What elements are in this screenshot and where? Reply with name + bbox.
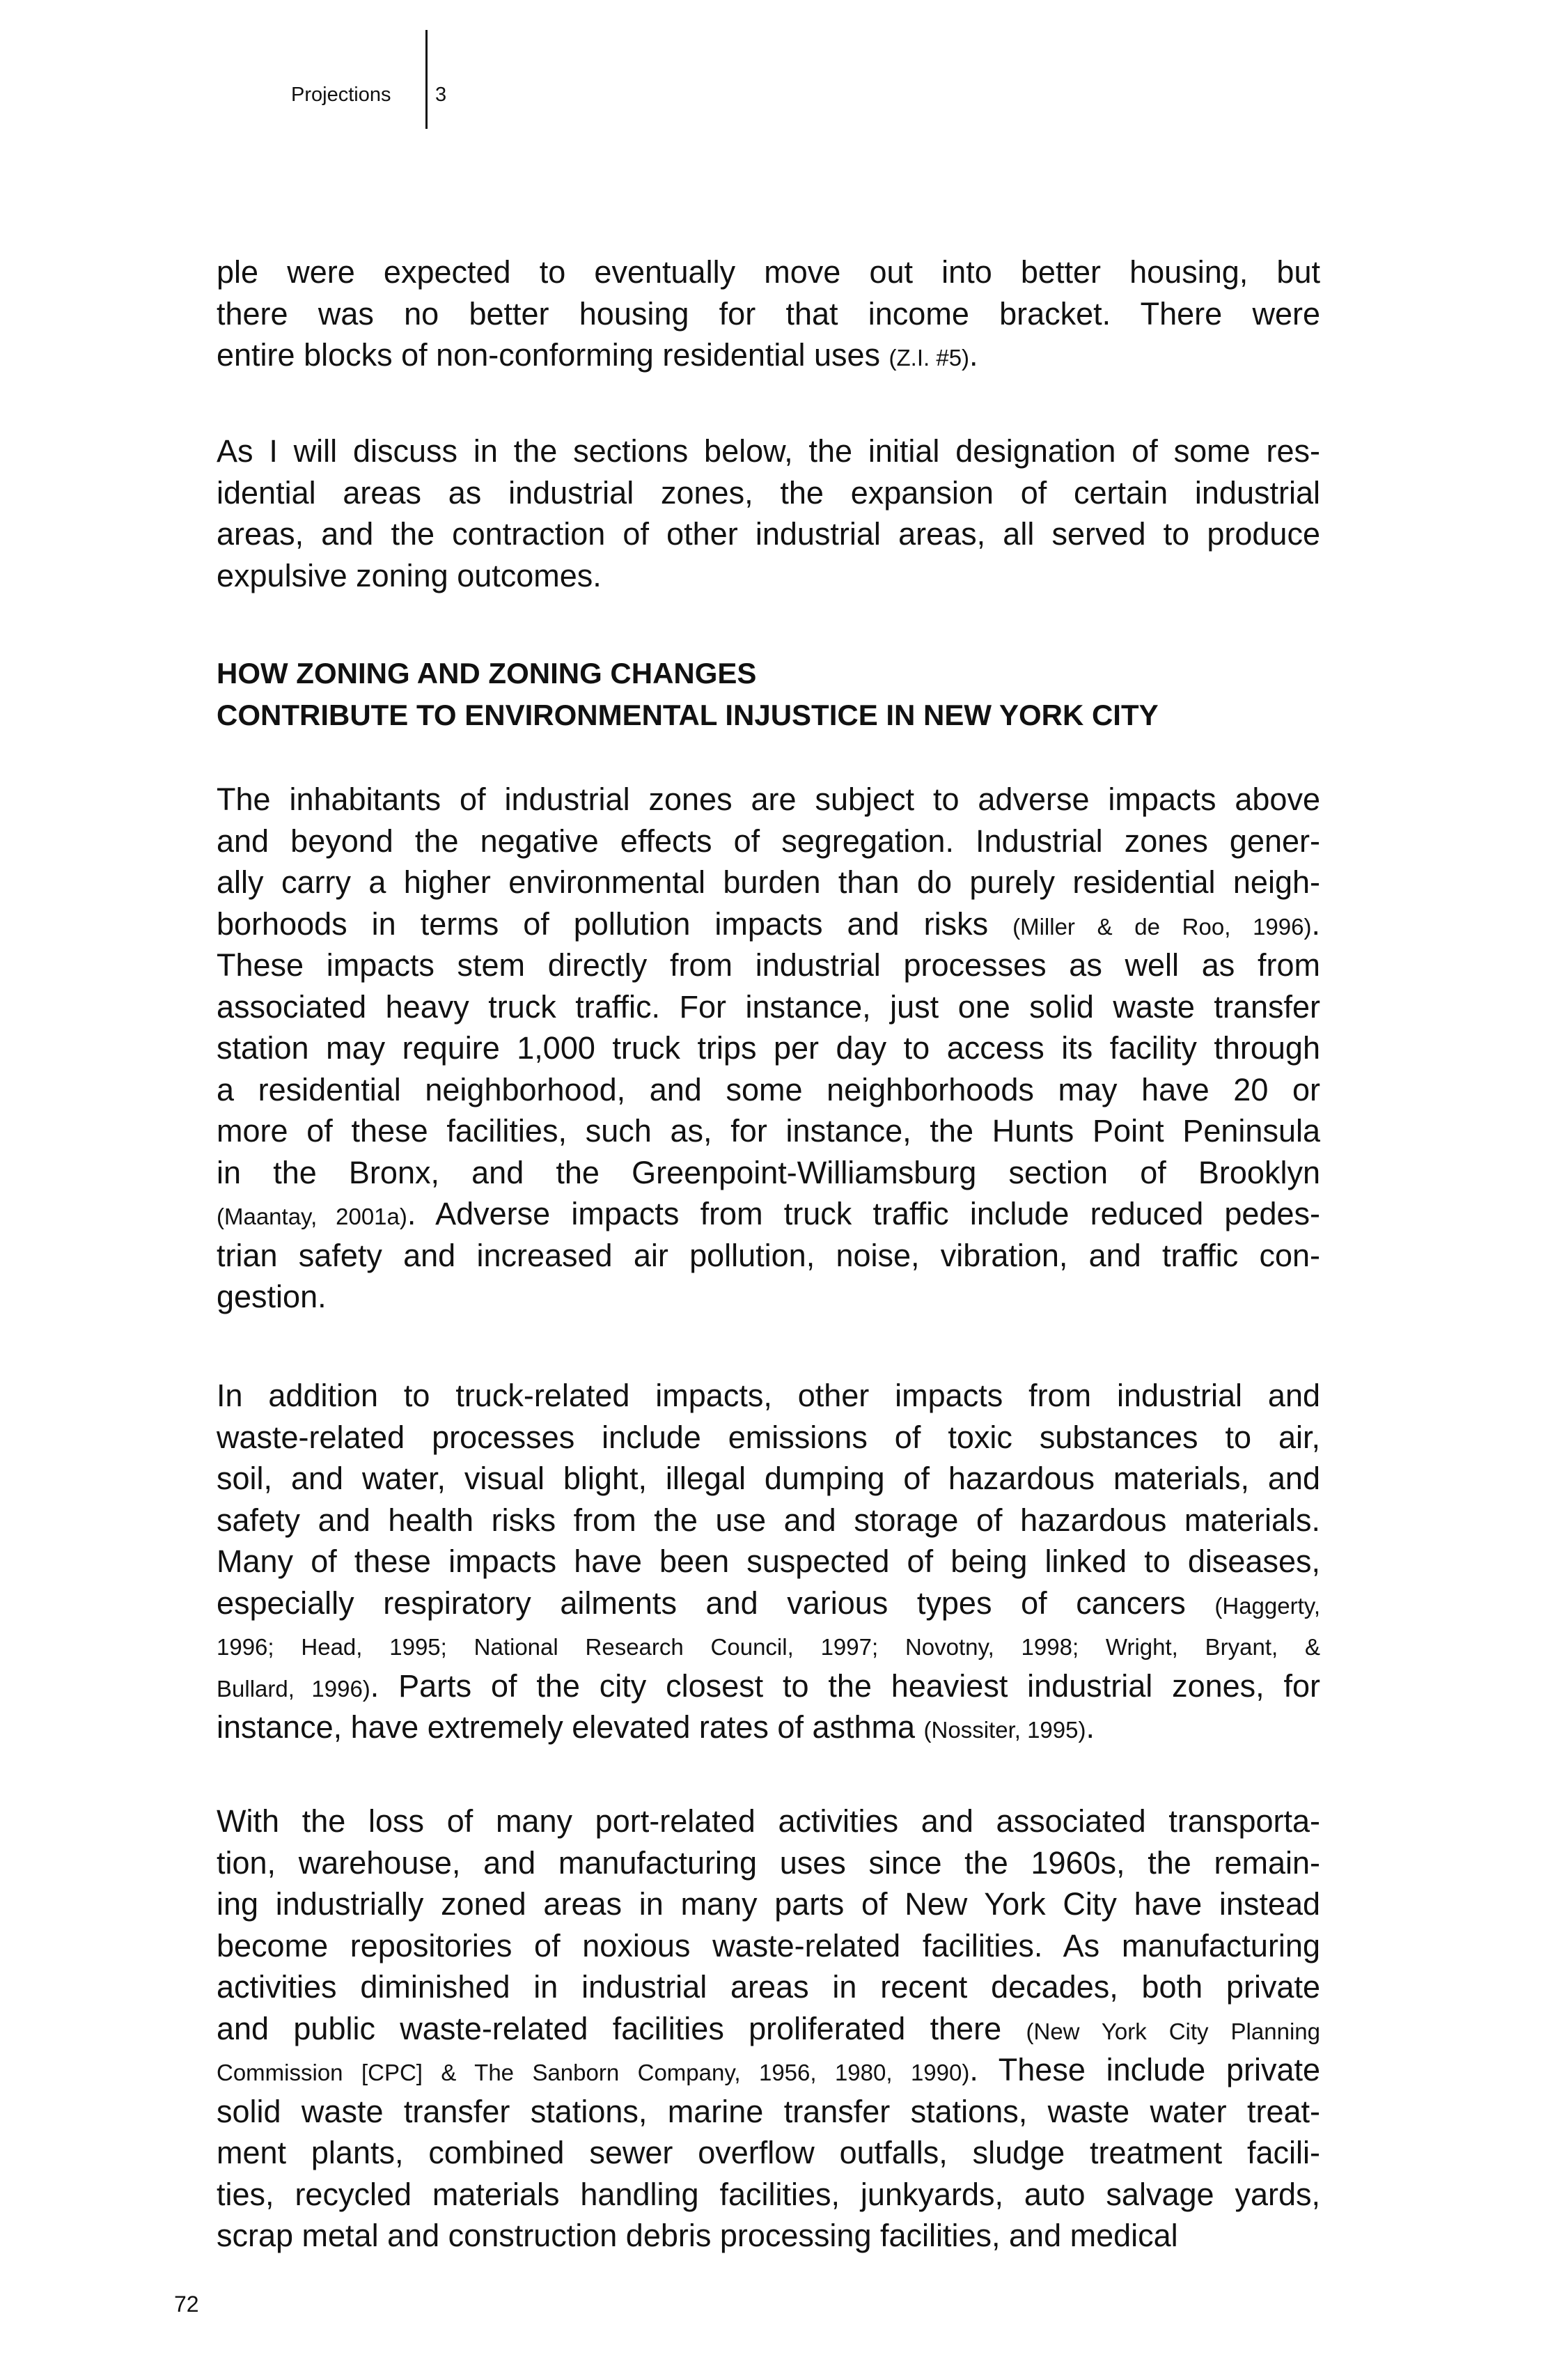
- running-title: Projections: [291, 84, 391, 106]
- text-line: [217, 779, 1320, 820]
- text-line: [217, 986, 1320, 1028]
- text-run: soil, and water, visual blight, illegal dumping of hazardous materials, and: [217, 1461, 1320, 1496]
- text-line: [217, 1842, 1320, 1884]
- paragraph: [217, 1375, 1320, 1748]
- text-run: In addition to truck-related impacts, other impacts from industrial and: [217, 1378, 1320, 1413]
- text-line: [217, 1193, 1320, 1235]
- text-line: [217, 2091, 1320, 2133]
- text-line: [217, 1883, 1320, 1925]
- text-run: With the loss of many port-related activities and associated transporta-: [217, 1803, 1320, 1839]
- text-line: [217, 472, 1320, 514]
- text-run: . Parts of the city closest to the heaviest industrial zones, for: [370, 1667, 1320, 1704]
- text-line: [217, 944, 1320, 986]
- text-line: [217, 1541, 1320, 1582]
- text-line: [217, 1417, 1320, 1459]
- text-line: [217, 555, 1320, 597]
- text-run: entire blocks of non-conforming residential uses: [217, 337, 889, 373]
- text-line: [217, 2215, 1320, 2257]
- text-run: station may require 1,000 truck trips per day to access its facility through: [217, 1030, 1320, 1066]
- text-run: there was no better housing for that income bracket. There were: [217, 295, 1320, 332]
- text-run: HOW ZONING AND ZONING CHANGES: [217, 657, 757, 690]
- text-line: [217, 430, 1320, 472]
- text-line: [217, 1152, 1320, 1194]
- text-run: trian safety and increased air pollution, noise, vibration, and traffic con-: [217, 1237, 1320, 1273]
- text-run: borhoods in terms of pollution impacts and risks: [217, 905, 1013, 942]
- text-line: [217, 1925, 1320, 1967]
- citation: (Z.I. #5): [888, 345, 970, 371]
- text-run: safety and health risks from the use and storage of hazardous materials.: [217, 1502, 1320, 1538]
- text-line: [217, 293, 1320, 335]
- text-line: [217, 2132, 1320, 2174]
- page-number: 72: [174, 2292, 199, 2317]
- paragraph: [217, 1800, 1320, 2257]
- citation: 1996; Head, 1995; National Research Council, 1997; Novotny, 1998; Wright, Bryant, &: [217, 1634, 1320, 1660]
- text-run: more of these facilities, such as, for instance, the Hunts Point Peninsula: [217, 1113, 1320, 1149]
- text-run: The inhabitants of industrial zones are subject to adverse impacts above: [217, 781, 1320, 817]
- text-run: tion, warehouse, and manufacturing uses since the 1960s, the remain-: [217, 1844, 1320, 1881]
- paragraph: [217, 430, 1320, 596]
- text-run: These impacts stem directly from industrial processes as well as from: [217, 947, 1320, 983]
- text-run: Many of these impacts have been suspected of being linked to diseases,: [217, 1543, 1320, 1579]
- text-line: [217, 2049, 1320, 2091]
- text-line: [217, 1069, 1320, 1111]
- citation: (Nossiter, 1995): [923, 1717, 1086, 1743]
- chapter-number: 3: [435, 84, 447, 106]
- text-run: .: [969, 337, 978, 373]
- text-line: [217, 1500, 1320, 1541]
- text-line: [217, 862, 1320, 903]
- citation: Commission [CPC] & The Sanborn Company, 1956, 1980, 1990): [217, 2060, 970, 2085]
- text-run: CONTRIBUTE TO ENVIRONMENTAL INJUSTICE IN NEW YORK CITY: [217, 698, 1159, 731]
- header-divider: [425, 30, 428, 129]
- text-run: activities diminished in industrial areas in recent decades, both private: [217, 1969, 1320, 2005]
- text-run: idential areas as industrial zones, the expansion of certain industrial: [217, 474, 1320, 511]
- text-run: and public waste-related facilities proliferated there: [217, 2010, 1026, 2046]
- text-line: [217, 513, 1320, 555]
- citation: (Haggerty,: [1214, 1592, 1320, 1619]
- text-line: [217, 694, 1320, 736]
- paragraph: [217, 779, 1320, 1318]
- text-run: ally carry a higher environmental burden than do purely residential neigh-: [217, 864, 1320, 900]
- text-line: [217, 1458, 1320, 1500]
- text-run: become repositories of noxious waste-related facilities. As manufacturing: [217, 1927, 1320, 1963]
- text-run: solid waste transfer stations, marine transfer stations, waste water treat-: [217, 2093, 1320, 2129]
- text-line: [217, 1624, 1320, 1665]
- text-line: [217, 1966, 1320, 2008]
- text-line: [217, 2174, 1320, 2216]
- text-run: ing industrially zoned areas in many parts of New York City have instead: [217, 1886, 1320, 1922]
- text-run: gestion.: [217, 1279, 327, 1314]
- citation: (Miller & de Roo, 1996): [1012, 913, 1312, 940]
- text-run: .: [1086, 1709, 1095, 1745]
- text-run: As I will discuss in the sections below, the initial designation of some res-: [217, 433, 1320, 469]
- text-line: [217, 1276, 1320, 1318]
- text-run: scrap metal and construction debris processing facilities, and medical: [217, 2218, 1178, 2253]
- text-line: [217, 1665, 1320, 1707]
- text-line: [217, 334, 1320, 376]
- text-line: [217, 1582, 1320, 1624]
- text-run: areas, and the contraction of other industrial areas, all served to produce: [217, 516, 1320, 552]
- paragraph: [217, 251, 1320, 376]
- text-line: [217, 1110, 1320, 1152]
- section-heading: [217, 653, 1320, 736]
- text-line: [217, 1235, 1320, 1277]
- text-line: [217, 1375, 1320, 1417]
- citation: (Maantay, 2001a): [217, 1204, 407, 1229]
- text-run: waste-related processes include emissions of toxic substances to air,: [217, 1419, 1320, 1455]
- text-line: [217, 2008, 1320, 2050]
- text-run: .: [1311, 905, 1320, 942]
- text-run: in the Bronx, and the Greenpoint-Williamsburg section of Brooklyn: [217, 1154, 1320, 1190]
- text-run: and beyond the negative effects of segregation. Industrial zones gener-: [217, 823, 1320, 859]
- text-line: [217, 1800, 1320, 1842]
- citation: (New York City Planning: [1026, 2018, 1320, 2044]
- text-run: especially respiratory ailments and various types of cancers: [217, 1585, 1215, 1621]
- text-run: expulsive zoning outcomes.: [217, 557, 602, 593]
- text-line: [217, 251, 1320, 293]
- text-run: associated heavy truck traffic. For instance, just one solid waste transfer: [217, 988, 1320, 1025]
- text-line: [217, 1027, 1320, 1069]
- text-run: ment plants, combined sewer overflow outfalls, sludge treatment facili-: [217, 2135, 1320, 2170]
- text-run: a residential neighborhood, and some neighborhoods may have 20 or: [217, 1071, 1320, 1107]
- text-run: ties, recycled materials handling facilities, junkyards, auto salvage yards,: [217, 2176, 1320, 2212]
- text-line: [217, 903, 1320, 945]
- text-line: [217, 820, 1320, 862]
- text-run: ple were expected to eventually move out into better housing, but: [217, 254, 1320, 290]
- text-run: . Adverse impacts from truck traffic include reduced pedes-: [407, 1196, 1320, 1231]
- text-line: [217, 1706, 1320, 1748]
- text-run: instance, have extremely elevated rates of asthma: [217, 1709, 924, 1745]
- citation: Bullard, 1996): [217, 1675, 370, 1702]
- text-run: . These include private: [969, 2052, 1321, 2087]
- text-line: [217, 653, 1320, 694]
